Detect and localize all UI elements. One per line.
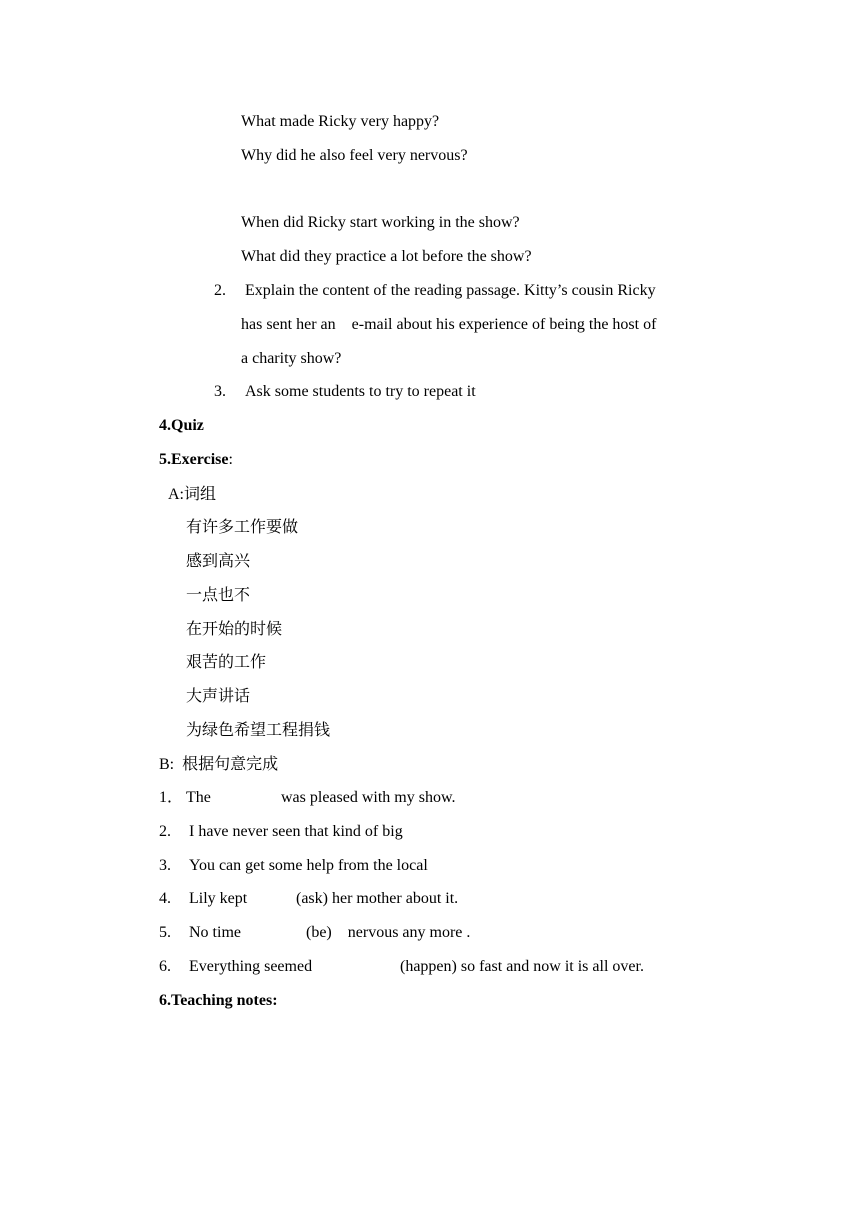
- exercise-item-text: (happen) so fast and now it is all over.: [400, 958, 644, 975]
- exercise-item-text: Lily kept: [189, 890, 248, 907]
- exercise-item-text: (ask) her mother about it.: [296, 890, 459, 907]
- exercise-item-number: 6.: [159, 958, 171, 975]
- exercise-item-text: was pleased with my show.: [281, 789, 456, 806]
- exercise-item-text: Everything seemed: [189, 958, 313, 975]
- phrase-item: 有许多工作要做: [186, 517, 299, 536]
- step-number: 3.: [214, 383, 226, 400]
- phrase-item: 艰苦的工作: [186, 652, 267, 671]
- question-2: Why did he also feel very nervous?: [241, 147, 468, 164]
- exercise-item-text: The: [186, 789, 211, 806]
- exercise-item-text: I have never seen that kind of big: [189, 823, 403, 840]
- teaching-notes-heading: 6.Teaching notes:: [159, 992, 278, 1009]
- section-b-title: 根据句意完成: [182, 754, 279, 773]
- question-3: When did Ricky start working in the show?: [241, 214, 520, 231]
- exercise-item-text: You can get some help from the local: [189, 857, 428, 874]
- step-line: Explain the content of the reading passage. Kitty’s cousin Ricky: [245, 282, 656, 299]
- exercise-item-number: 3.: [159, 857, 171, 874]
- phrase-item: 在开始的时候: [186, 619, 283, 638]
- step-line: a charity show?: [241, 350, 342, 367]
- phrase-item: 大声讲话: [186, 686, 251, 705]
- exercise-item-number: 4.: [159, 890, 171, 907]
- exercise-item-number: 5.: [159, 924, 171, 941]
- exercise-colon: :: [228, 451, 233, 468]
- step-line: has sent her an e-mail about his experience of being the host of: [241, 316, 657, 333]
- exercise-heading-line: [159, 450, 233, 470]
- section-b-label: B:: [159, 756, 175, 773]
- step-line: Ask some students to try to repeat it: [245, 383, 476, 400]
- step-number: 2.: [214, 282, 226, 299]
- phrase-item: 为绿色希望工程捐钱: [186, 720, 331, 739]
- exercise-item-number: 1．: [159, 789, 184, 806]
- exercise-item-text: (be) nervous any more .: [306, 924, 471, 941]
- section-a-title-line: [168, 484, 216, 505]
- phrase-item: 感到高兴: [186, 551, 251, 570]
- question-4: What did they practice a lot before the show?: [241, 248, 532, 265]
- phrase-item: 一点也不: [186, 585, 251, 604]
- exercise-item-text: No time: [189, 924, 241, 941]
- question-1: What made Ricky very happy?: [241, 113, 440, 130]
- section-a-label: A:: [168, 486, 184, 503]
- section-b-title-line: [159, 754, 278, 775]
- quiz-heading: 4.Quiz: [159, 417, 204, 434]
- exercise-heading: 5.Exercise: [159, 451, 229, 468]
- section-a-title: 词组: [184, 484, 217, 503]
- exercise-item-number: 2.: [159, 823, 171, 840]
